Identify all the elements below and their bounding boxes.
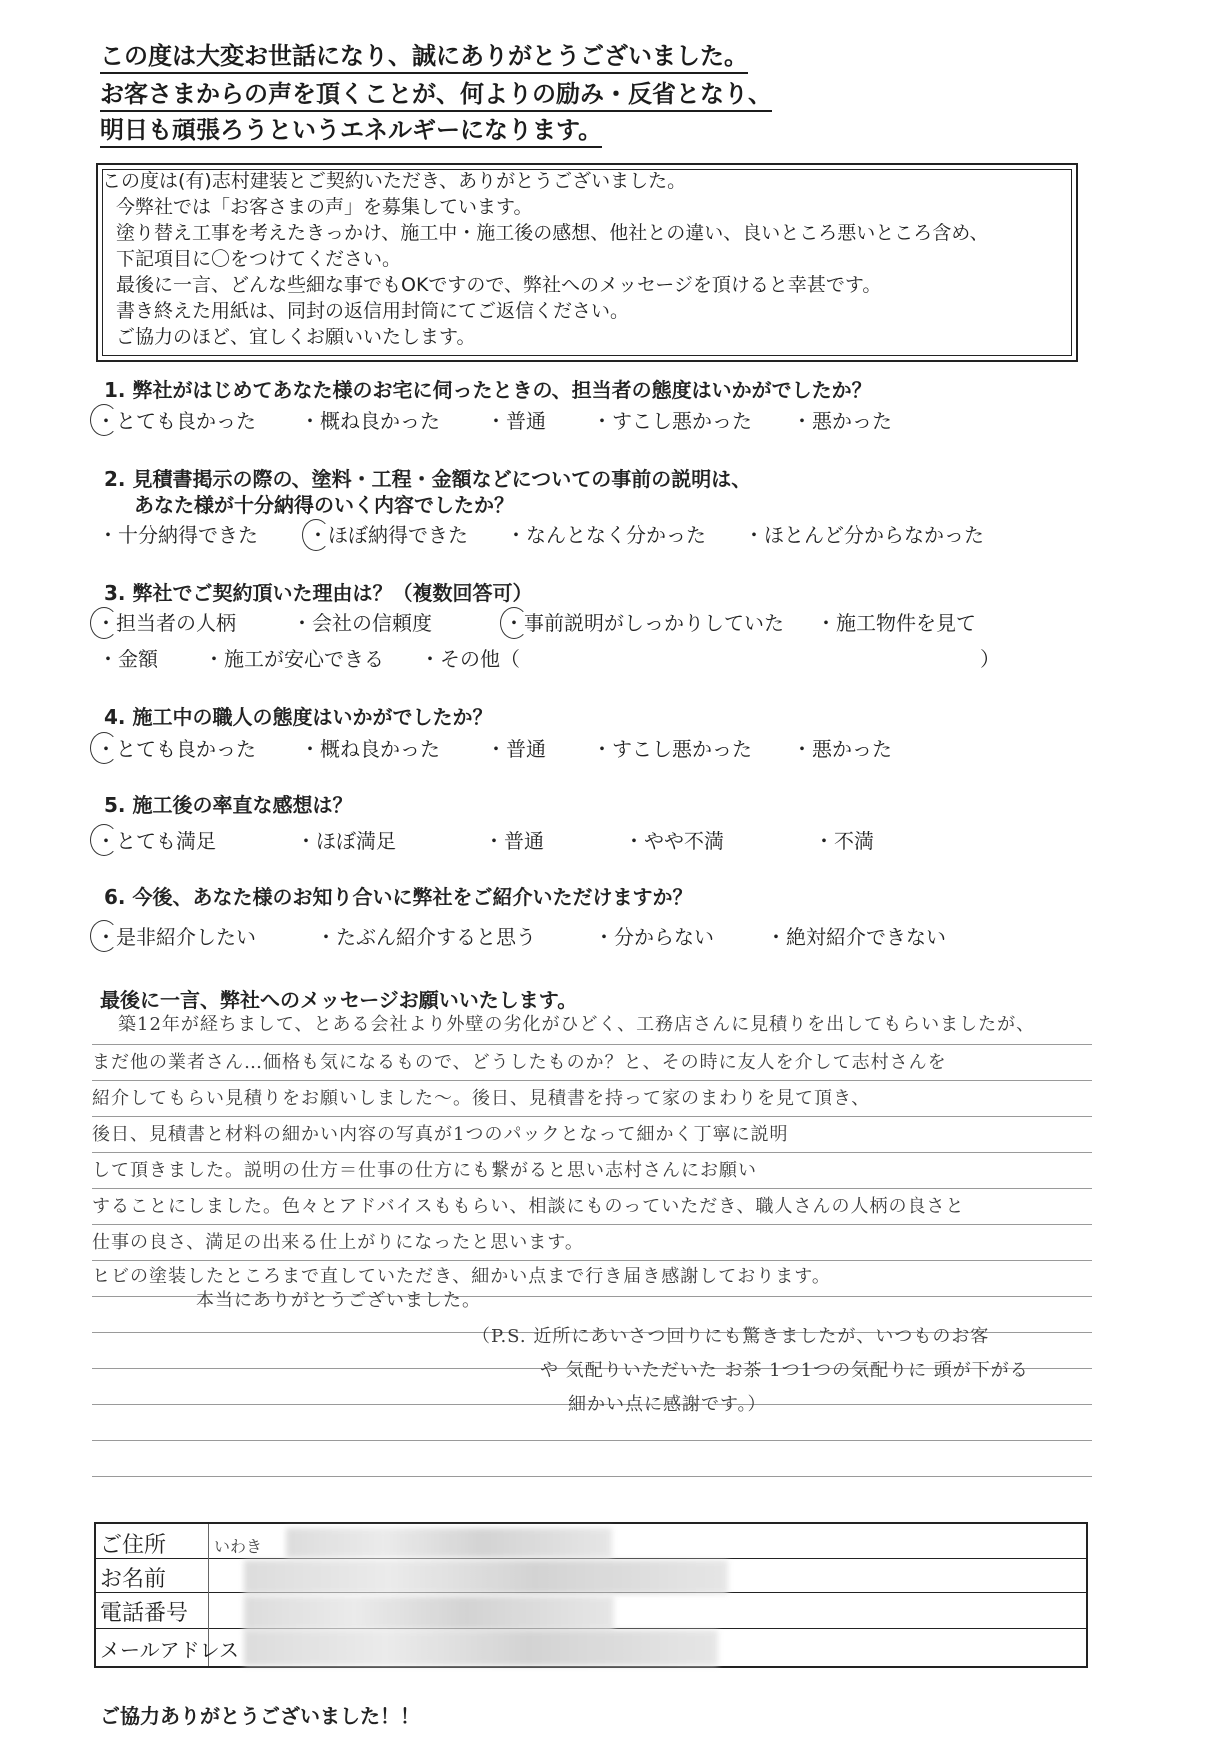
header-line-2: お客さまからの声を頂くことが、何よりの励み・反省となり、 bbox=[100, 80, 772, 112]
handwritten-line: 仕事の良さ、満足の出来る仕上がりになったと思います。 bbox=[92, 1232, 584, 1253]
q4-option[interactable]: ・普通 bbox=[486, 737, 546, 761]
q2-option[interactable]: ・ほぼ納得できた bbox=[308, 523, 468, 547]
header-line-3: 明日も頑張ろうというエネルギーになります。 bbox=[100, 116, 602, 148]
writing-line bbox=[92, 1224, 1092, 1225]
q4-option[interactable]: ・悪かった bbox=[792, 737, 892, 761]
handwritten-line: 細かい点に感謝です。） bbox=[568, 1394, 767, 1415]
writing-line bbox=[92, 1440, 1092, 1441]
handwritten-line: 築12年が経ちまして、とある会社より外壁の劣化がひどく、工務店さんに見積りを出してもらいましたが、 bbox=[118, 1014, 1036, 1035]
q4-option[interactable]: ・概ね良かった bbox=[300, 737, 440, 761]
phone-label: 電話番号 bbox=[100, 1601, 189, 1626]
handwritten-line: や 気配りいただいた お茶 1つ1つの気配りに 頭が下がる bbox=[540, 1360, 1029, 1381]
address-redacted[interactable] bbox=[286, 1528, 612, 1558]
intro-line: 今弊社では「お客さまの声」を募集しています。 bbox=[116, 196, 533, 218]
intro-line: この度は(有)志村建装とご契約いただき、ありがとうございました。 bbox=[102, 170, 687, 192]
writing-line bbox=[92, 1152, 1092, 1153]
writing-line bbox=[92, 1260, 1092, 1261]
q6-option[interactable]: ・是非紹介したい bbox=[96, 925, 256, 949]
writing-line bbox=[92, 1116, 1092, 1117]
q3-option[interactable]: ・事前説明がしっかりしていた bbox=[504, 611, 784, 635]
q6-option[interactable]: ・分からない bbox=[594, 925, 714, 949]
q2-option[interactable]: ・なんとなく分かった bbox=[506, 523, 706, 547]
writing-line bbox=[92, 1476, 1092, 1477]
intro-line: 塗り替え工事を考えたきっかけ、施工中・施工後の感想、他社との違い、良いところ悪いところ含め、 bbox=[116, 222, 989, 244]
name-label: お名前 bbox=[100, 1567, 167, 1592]
q5-option[interactable]: ・とても満足 bbox=[96, 829, 216, 853]
question-2-line2: あなた様が十分納得のいく内容でしたか？ bbox=[134, 493, 514, 517]
q5-option[interactable]: ・普通 bbox=[484, 829, 544, 853]
address-prefix: いわき bbox=[214, 1537, 263, 1556]
q6-option[interactable]: ・絶対紹介できない bbox=[766, 925, 946, 949]
handwritten-line: （P.S. 近所にあいさつ回りにも驚きましたが、いつものお客 bbox=[472, 1326, 990, 1347]
handwritten-line: して頂きました。説明の仕方＝仕事の仕方にも繋がると思い志村さんにお願い bbox=[92, 1160, 757, 1181]
q1-option[interactable]: ・普通 bbox=[486, 409, 546, 433]
q5-option[interactable]: ・不満 bbox=[814, 829, 874, 853]
q6-option[interactable]: ・たぶん紹介すると思う bbox=[316, 925, 536, 949]
footer-thanks: ご協力ありがとうございました！！ bbox=[100, 1704, 420, 1728]
question-6: 6. 今後、あなた様のお知り合いに弊社をご紹介いただけますか？ bbox=[104, 885, 693, 909]
email-label: メールアドレス bbox=[100, 1638, 239, 1662]
writing-line bbox=[92, 1188, 1092, 1189]
question-5: 5. 施工後の率直な感想は？ bbox=[104, 793, 353, 817]
q3-option[interactable]: ・会社の信頼度 bbox=[292, 611, 432, 635]
q4-option[interactable]: ・すこし悪かった bbox=[592, 737, 752, 761]
contact-table bbox=[94, 1522, 1088, 1668]
handwritten-line: ヒビの塗装したところまで直していただき、細かい点まで行き届き感謝しております。 bbox=[92, 1266, 831, 1287]
question-1: 1. 弊社がはじめてあなた様のお宅に伺ったときの、担当者の態度はいかがでしたか？ bbox=[104, 378, 872, 402]
q3-option-other[interactable]: ・その他（ bbox=[420, 647, 520, 671]
q5-option[interactable]: ・ほぼ満足 bbox=[296, 829, 396, 853]
q1-option[interactable]: ・とても良かった bbox=[96, 409, 256, 433]
email-redacted[interactable] bbox=[244, 1630, 718, 1666]
name-redacted[interactable] bbox=[244, 1560, 728, 1594]
intro-line: ご協力のほど、宜しくお願いいたします。 bbox=[116, 326, 476, 348]
phone-redacted[interactable] bbox=[244, 1596, 614, 1630]
q1-option[interactable]: ・すこし悪かった bbox=[592, 409, 752, 433]
q1-option[interactable]: ・悪かった bbox=[792, 409, 892, 433]
intro-line: 書き終えた用紙は、同封の返信用封筒にてご返信ください。 bbox=[116, 300, 630, 322]
question-2: 2. 見積書掲示の際の、塗料・工程・金額などについての事前の説明は、 bbox=[104, 467, 752, 491]
question-4: 4. 施工中の職人の態度はいかがでしたか？ bbox=[104, 705, 493, 729]
handwritten-line: することにしました。色々とアドバイスももらい、相談にものっていただき、職人さんの人柄の良さと bbox=[92, 1196, 965, 1217]
q3-option[interactable]: ・担当者の人柄 bbox=[96, 611, 236, 635]
q3-option[interactable]: ・施工物件を見て bbox=[816, 611, 976, 635]
contact-row-divider bbox=[96, 1558, 1086, 1559]
header-line-1: この度は大変お世話になり、誠にありがとうございました。 bbox=[100, 42, 748, 74]
q2-option[interactable]: ・十分納得できた bbox=[98, 523, 258, 547]
q3-other-close: ） bbox=[980, 647, 1000, 671]
q2-option[interactable]: ・ほとんど分からなかった bbox=[744, 523, 984, 547]
handwritten-line: 本当にありがとうございました。 bbox=[196, 1290, 481, 1311]
intro-line: 下記項目に〇をつけてください。 bbox=[116, 248, 402, 270]
address-label: ご住所 bbox=[100, 1533, 167, 1558]
handwritten-line: 後日、見積書と材料の細かい内容の写真が1つのパックとなって細かく丁寧に説明 bbox=[92, 1124, 789, 1145]
q3-option[interactable]: ・金額 bbox=[98, 647, 158, 671]
intro-line: 最後に一言、どんな些細な事でもOKですので、弊社へのメッセージを頂けると幸甚です。 bbox=[116, 274, 882, 296]
q5-option[interactable]: ・やや不満 bbox=[624, 829, 724, 853]
question-3: 3. 弊社でご契約頂いた理由は？（複数回答可） bbox=[104, 581, 533, 605]
handwritten-line: 紹介してもらい見積りをお願いしました〜。後日、見積書を持って家のまわりを見て頂き、 bbox=[92, 1088, 871, 1109]
q1-option[interactable]: ・概ね良かった bbox=[300, 409, 440, 433]
message-title: 最後に一言、弊社へのメッセージお願いいたします。 bbox=[100, 988, 578, 1012]
writing-line bbox=[92, 1080, 1092, 1081]
q3-option[interactable]: ・施工が安心できる bbox=[204, 647, 384, 671]
handwritten-line: まだ他の業者さん…価格も気になるもので、どうしたものか？と、その時に友人を介して志村さんを bbox=[92, 1052, 947, 1073]
q4-option[interactable]: ・とても良かった bbox=[96, 737, 256, 761]
writing-line bbox=[92, 1044, 1092, 1045]
